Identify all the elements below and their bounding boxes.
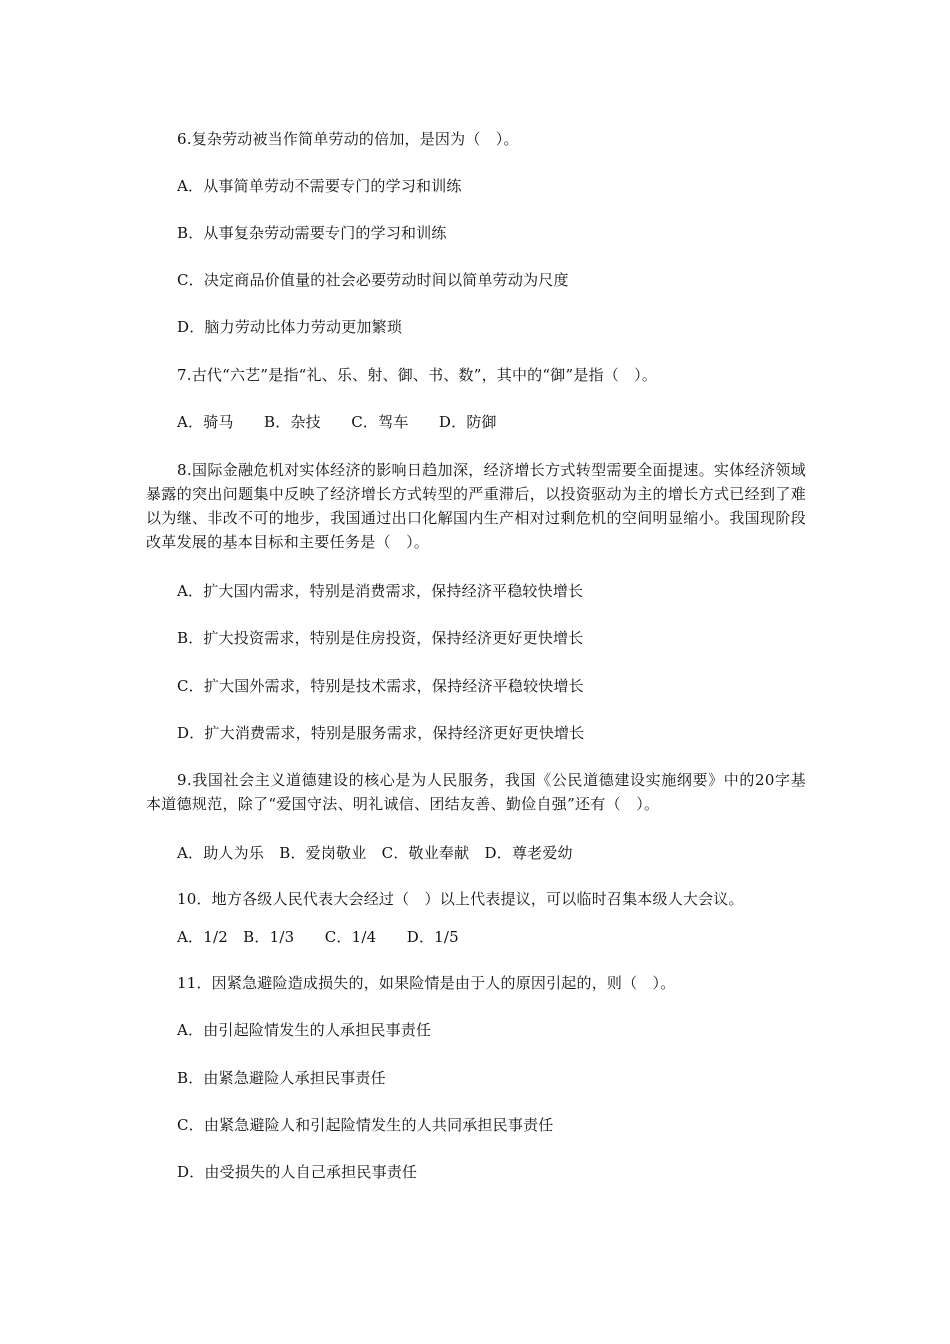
question-8-option-c: C．扩大国外需求，特别是技术需求，保持经济平稳较快增长 (177, 677, 584, 695)
question-9-stem: 9.我国社会主义道德建设的核心是为人民服务，我国《公民道德建设实施纲要》中的20字基本道德规范，除了“爱国守法、明礼诚信、团结友善、勤俭自强”还有（ ）。 (146, 771, 806, 813)
question-6-option-b: B．从事复杂劳动需要专门的学习和训练 (177, 224, 447, 242)
question-8-option-b: B．扩大投资需求，特别是住房投资，保持经济更好更快增长 (177, 629, 584, 647)
question-11-option-b: B．由紧急避险人承担民事责任 (177, 1069, 386, 1087)
question-8-option-d: D．扩大消费需求，特别是服务需求，保持经济更好更快增长 (177, 724, 585, 742)
question-11-stem: 11．因紧急避险造成损失的，如果险情是由于人的原因引起的，则（ ）。 (177, 974, 676, 992)
question-11-option-c: C．由紧急避险人和引起险情发生的人共同承担民事责任 (177, 1116, 554, 1134)
question-7-stem: 7.古代“六艺”是指“礼、乐、射、御、书、数”，其中的“御”是指（ ）。 (177, 366, 658, 384)
question-9-options: A．助人为乐 B．爱岗敬业 C．敬业奉献 D．尊老爱幼 (177, 844, 573, 862)
question-11-option-a: A．由引起险情发生的人承担民事责任 (177, 1021, 432, 1039)
question-6-stem: 6.复杂劳动被当作简单劳动的倍加，是因为（ ）。 (177, 130, 519, 148)
question-11-option-d: D．由受损失的人自己承担民事责任 (177, 1163, 418, 1181)
question-8-option-a: A．扩大国内需求，特别是消费需求，保持经济平稳较快增长 (177, 582, 584, 600)
question-6-option-c: C．决定商品价值量的社会必要劳动时间以简单劳动为尺度 (177, 271, 569, 289)
question-6-option-d: D．脑力劳动比体力劳动更加繁琐 (177, 318, 403, 336)
question-10-options: A．1/2 B．1/3 C．1/4 D．1/5 (177, 928, 459, 946)
question-8-stem: 8.国际金融危机对实体经济的影响日趋加深，经济增长方式转型需要全面提速。实体经济领域暴露的突出问题集中反映了经济增长方式转型的严重滞后，以投资驱动为主的增长方式已经到了难以为继、非改不可的地步，我国通过出口化解国内生产相对过剩危机的空间明显缩小。我国现阶段改革发展的基本目标和主要任务是（ ）。 (146, 461, 806, 551)
question-7-options: A．骑马 B．杂技 C．驾车 D．防御 (177, 413, 497, 431)
question-10-stem: 10．地方各级人民代表大会经过（ ）以上代表提议，可以临时召集本级人大会议。 (177, 890, 744, 908)
question-6-option-a: A．从事简单劳动不需要专门的学习和训练 (177, 177, 462, 195)
